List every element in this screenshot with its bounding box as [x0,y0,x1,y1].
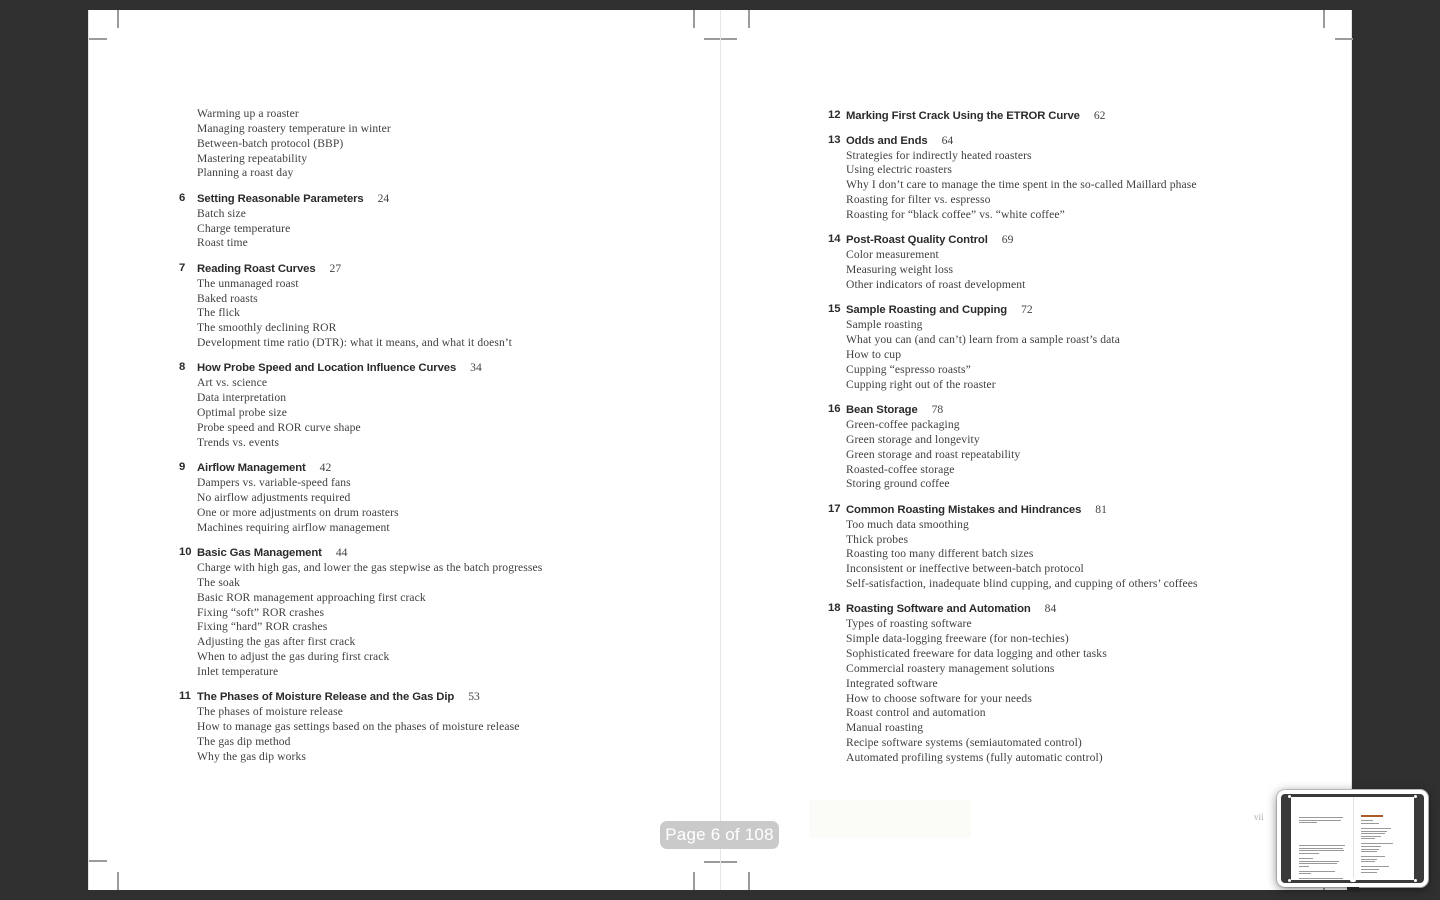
toc-subentry: Color measurement [846,248,939,262]
thumbnail-text-line [1299,822,1317,823]
page-thumbnail-navigator[interactable] [1277,790,1428,887]
thumbnail-text-line [1361,872,1377,873]
crop-mark [117,872,119,890]
chapter-number: 17 [828,502,841,515]
toc-right-column [828,108,1440,766]
toc-subentry: Thick probes [846,532,909,546]
toc-subentry: Why the gas dip works [197,749,307,763]
chapter-number: 13 [828,133,841,146]
chapter-title: Odds and Ends [846,134,928,147]
chapter-number: 18 [828,602,841,615]
toc-subentry: Strategies for indirectly heated roasters [846,148,1032,162]
toc-subentry: The phases of moisture release [197,705,343,719]
chapter-title: How Probe Speed and Location Influence Curves [197,362,457,375]
thumbnail-text-line [1361,859,1377,860]
chapter-heading [179,545,797,560]
toc-subentry: How to manage gas settings based on the phases of moisture release [197,720,520,734]
toc-subentry: Measuring weight loss [846,263,954,277]
chapter-page-number: 42 [319,461,332,475]
toc-subentry: Managing roastery temperature in winter [197,121,391,135]
thumbnail-text-line [1299,873,1311,874]
toc-subentry: Green storage and roast repeatability [846,447,1021,461]
thumbnail-text-line [1361,869,1379,870]
crop-mark [748,10,750,28]
toc-subentry: Roasting for “black coffee” vs. “white coffee” [846,207,1065,221]
chapter-page-number: 78 [931,402,944,416]
thumbnail-text-line [1299,861,1339,862]
chapter-title: The Phases of Moisture Release and the Gas Dip [197,691,455,704]
toc-subentry: Storing ground coffee [846,477,950,491]
crop-mark [693,10,695,28]
page-indicator-label: Page 6 of 108 [665,825,774,844]
toc-subentry: Between-batch protocol (BBP) [197,136,344,150]
toc-subentry: Too much data smoothing [846,517,969,531]
toc-subentry: Adjusting the gas after first crack [197,635,356,649]
thumbnail-text-line [1299,848,1343,849]
thumbnail-text-line [1299,866,1309,867]
thumbnail-text-line [1361,823,1379,824]
toc-subentry: How to cup [846,347,902,361]
chapter-title: Sample Roasting and Cupping [846,304,1008,317]
chapter-page-number: 64 [941,133,954,147]
toc-subentry: Art vs. science [197,376,268,390]
thumbnail-text-line [1361,833,1385,834]
thumbnail-text-line [1361,843,1393,844]
toc-subentry: Trends vs. events [197,435,280,449]
chapter-number: 16 [828,402,841,415]
chapter-page-number: 24 [377,191,390,205]
thumbnail-text-line [1299,817,1343,818]
toc-subentry: Optimal probe size [197,406,288,420]
toc-subentry: Basic ROR management approaching first crack [197,590,426,604]
chapter-heading [179,261,797,276]
toc-subentry: Fixing “soft” ROR crashes [197,605,325,619]
toc-subentry: One or more adjustments on drum roasters [197,505,399,519]
chapter-number: 8 [179,361,186,374]
chapter-page-number: 69 [1001,233,1014,247]
chapter-heading [179,360,797,375]
thumbnail-text-line [1299,871,1335,872]
chapter-number: 11 [179,690,191,703]
thumbnail-handle[interactable] [1347,887,1359,892]
thumbnail-text-line [1299,845,1345,846]
toc-subentry: Roast control and automation [846,706,986,720]
toc-subentry: The unmanaged roast [197,276,299,290]
thumbnail-text-line [1361,856,1385,857]
folio-page-number: vii [1254,812,1264,822]
chapter-page-number: 53 [468,690,480,704]
selection-highlight [809,800,971,838]
chapter-title: Basic Gas Management [197,547,322,560]
thumbnail-text-line [1361,836,1381,837]
toc-subentry: Data interpretation [197,391,287,405]
chapter-title: Bean Storage [846,403,918,416]
toc-subentry: Cupping “espresso roasts” [846,362,971,376]
thumbnail-text-line [1361,851,1377,852]
chapter-number: 10 [179,546,192,559]
page-indicator-pill [660,821,779,849]
thumbnail-text-line [1361,861,1375,862]
thumbnail-spread [1291,797,1414,880]
chapter-number: 6 [179,191,186,204]
toc-subentry: Roast time [197,236,248,250]
toc-subentry: Recipe software systems (semiautomated control) [846,736,1082,750]
thumbnail-corner-dot [1288,795,1291,798]
chapter-number: 14 [828,233,841,246]
chapter-heading [179,460,797,475]
thumbnail-text-line [1361,815,1383,817]
chapter-title: Roasting Software and Automation [846,603,1031,616]
crop-mark [117,10,119,28]
toc-subentry: Green storage and longevity [846,432,980,446]
toc-subentry: Dampers vs. variable-speed fans [197,476,351,490]
thumbnail-right-page [1353,797,1415,880]
chapter-page-number: 27 [329,261,342,275]
thumbnail-text-line [1361,866,1389,867]
toc-subentry: How to choose software for your needs [846,691,1032,705]
thumbnail-canvas [1281,794,1424,883]
toc-subentry: Roasting too many different batch sizes [846,547,1034,561]
crop-mark [1335,38,1353,40]
toc-subentry: Batch size [197,206,246,220]
thumbnail-text-line [1299,853,1319,854]
thumbnail-text-line [1299,878,1343,879]
chapter-page-number: 72 [1021,303,1033,317]
toc-subentry: Commercial roastery management solutions [846,661,1055,675]
thumbnail-text-line [1361,838,1375,839]
chapter-heading [828,601,1440,616]
toc-subentry: Roasted-coffee storage [846,462,955,476]
toc-subentry: Planning a roast day [197,166,294,180]
chapter-title: Airflow Management [197,462,306,475]
thumbnail-text-line [1361,820,1373,821]
thumbnail-text-line [1299,863,1337,864]
thumbnail-corner-dot [1288,879,1291,882]
book-page-spread[interactable] [88,10,1352,890]
toc-subentry: The smoothly declining ROR [197,321,337,335]
toc-subentry: Manual roasting [846,721,924,735]
chapter-page-number: 62 [1093,109,1106,122]
thumbnail-page-tab [1350,878,1356,882]
toc-subentry: Sample roasting [846,318,923,332]
toc-subentry: The flick [197,306,241,320]
thumbnail-text-line [1299,858,1313,859]
thumbnail-corner-dot [1414,795,1417,798]
chapter-heading [828,133,1440,148]
thumbnail-left-page [1291,797,1353,880]
chapter-number: 12 [828,109,841,121]
chapter-heading [828,302,1440,317]
chapter-page-number: 34 [470,361,482,375]
chapter-title: Post-Roast Quality Control [846,234,988,247]
thumbnail-text-line [1361,831,1387,832]
toc-subentry: Using electric roasters [846,163,952,177]
toc-subentry: Charge temperature [197,221,291,235]
toc-subentry: What you can (and can’t) learn from a sample roast’s data [846,333,1120,347]
chapter-page-number: 81 [1095,502,1107,516]
crop-mark [89,860,107,862]
toc-subentry: Roasting for filter vs. espresso [846,193,991,207]
toc-subentry: Other indicators of roast development [846,277,1026,291]
toc-subentry: Machines requiring airflow management [197,520,390,534]
chapter-page-number: 44 [335,546,348,560]
chapter-page-number: 84 [1044,602,1057,616]
toc-subentry: The gas dip method [197,735,291,748]
toc-subentry: Types of roasting software [846,617,972,631]
toc-subentry: Inconsistent or ineffective between-batch protocol [846,562,1084,576]
toc-subentry: No airflow adjustments required [197,491,351,505]
thumbnail-text-line [1299,820,1341,821]
chapter-title: Reading Roast Curves [197,262,316,275]
toc-subentry: Integrated software [846,676,938,690]
thumbnail-text-line [1361,849,1379,850]
crop-mark [748,872,750,890]
toc-subentry: Fixing “hard” ROR crashes [197,620,328,634]
toc-subentry: Inlet temperature [197,664,279,678]
chapter-title: Setting Reasonable Parameters [197,192,364,205]
toc-left-column [179,107,797,765]
toc-subentry: When to adjust the gas during first crack [197,650,390,664]
thumbnail-corner-dot [1414,879,1417,882]
chapter-heading [179,689,797,704]
chapter-title: Common Roasting Mistakes and Hindrances [846,503,1082,516]
toc-subentry: Charge with high gas, and lower the gas stepwise as the batch progresses [197,561,543,575]
chapter-number: 9 [179,461,186,474]
thumbnail-text-line [1361,828,1391,829]
toc-subentry: The soak [197,575,240,589]
chapter-title: Marking First Crack Using the ETROR Curve [846,110,1080,122]
toc-subentry: Development time ratio (DTR): what it means, and what it doesn’t [197,336,512,350]
chapter-heading [179,191,797,206]
crop-mark [1323,10,1325,28]
toc-subentry: Why I don’t care to manage the time spent in the so-called Maillard phase [846,178,1197,192]
chapter-number: 15 [828,303,841,316]
chapter-heading [828,108,1440,123]
chapter-heading [828,232,1440,247]
chapter-heading [828,502,1440,517]
crop-mark [693,872,695,890]
chapter-number: 7 [179,261,186,274]
toc-subentry: Simple data-logging freeware (for non-techies) [846,632,1069,646]
crop-mark [89,38,107,40]
toc-subentry: Probe speed and ROR curve shape [197,421,361,434]
toc-subentry: Self-satisfaction, inadequate blind cupping, and cupping of others’ coffees [846,577,1198,591]
toc-subentry: Baked roasts [197,291,258,305]
toc-subentry: Automated profiling systems (fully automatic control) [846,751,1103,764]
toc-subentry: Cupping right out of the roaster [846,377,996,391]
toc-subentry: Green-coffee packaging [846,417,960,431]
thumbnail-text-line [1361,846,1381,847]
toc-subentry: Warming up a roaster [197,107,299,120]
chapter-heading [828,402,1440,417]
toc-subentry: Sophisticated freeware for data logging and other tasks [846,647,1107,661]
thumbnail-text-line [1299,850,1344,851]
toc-subentry: Mastering repeatability [197,151,308,165]
